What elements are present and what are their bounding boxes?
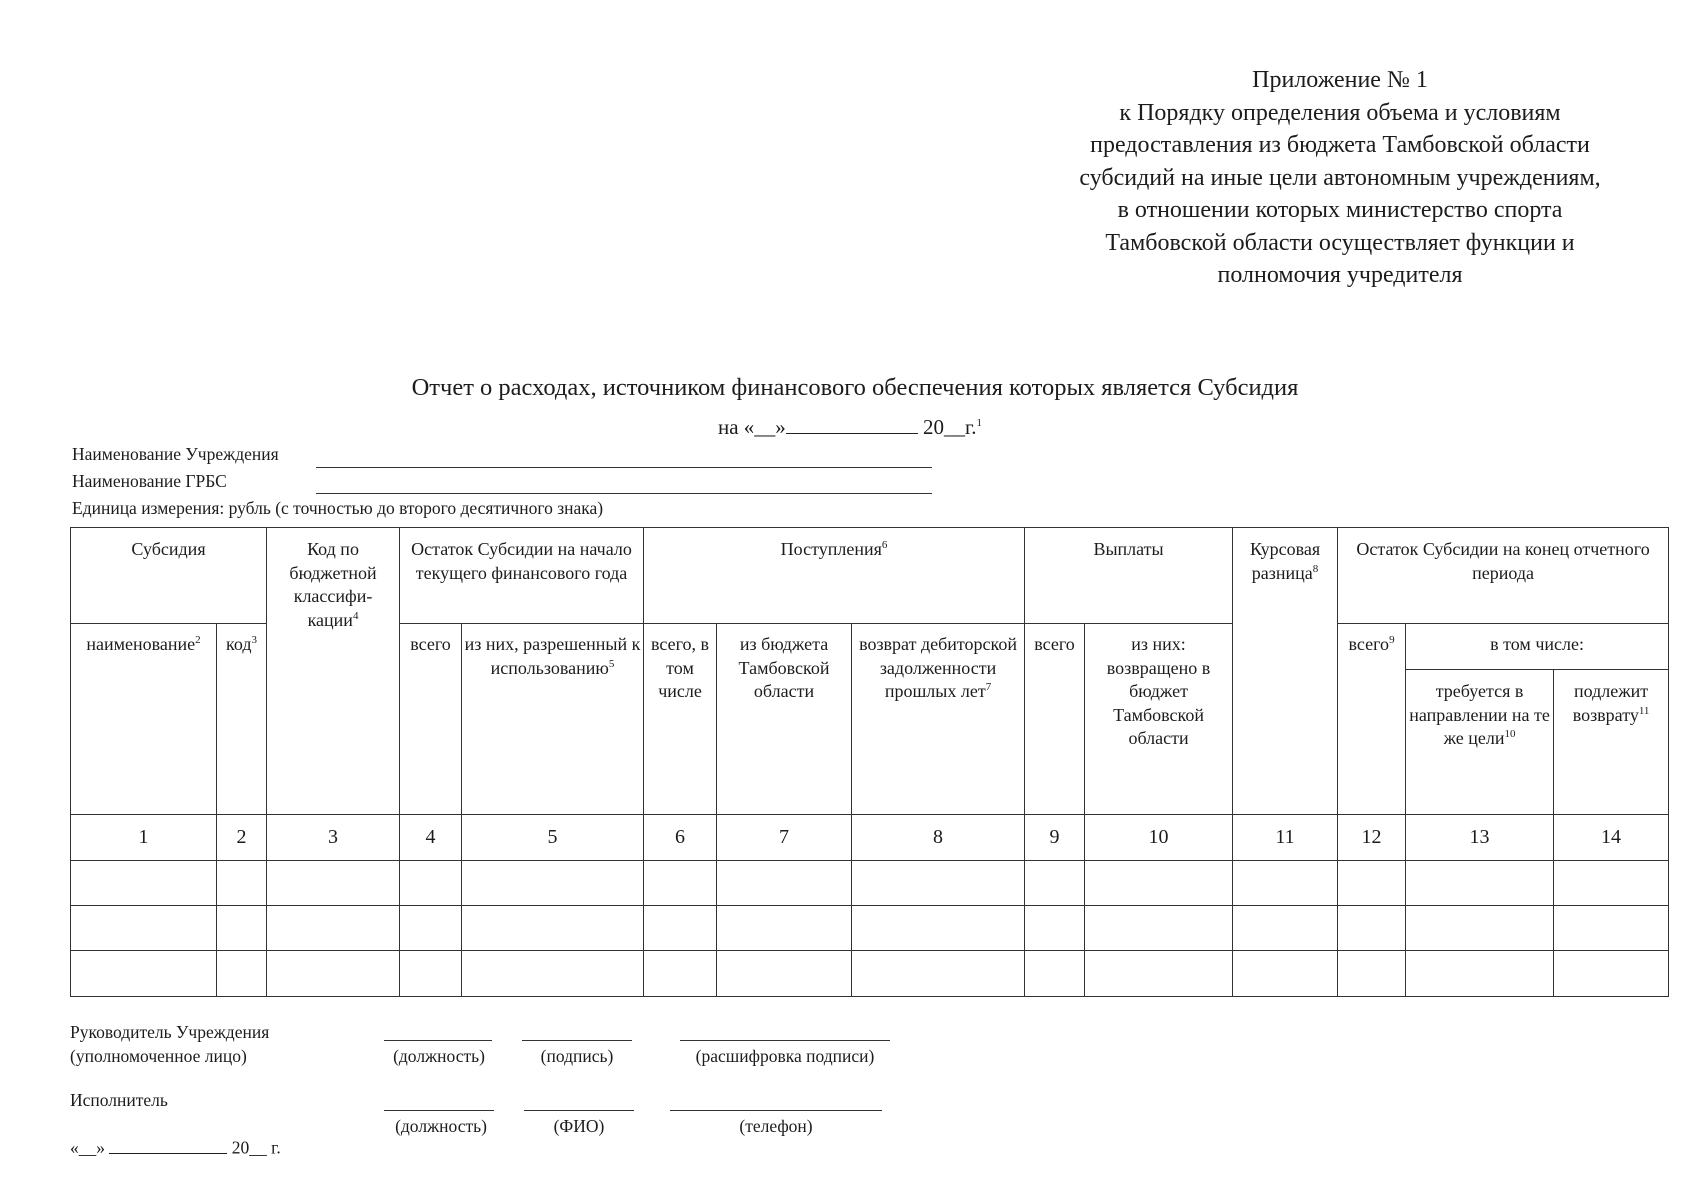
table-cell[interactable]: [717, 906, 852, 951]
table-cell[interactable]: [1406, 951, 1554, 997]
table-cell[interactable]: [1338, 951, 1406, 997]
appendix-line: Приложение № 1: [1252, 67, 1428, 93]
table-cell[interactable]: [717, 861, 852, 906]
column-number: 9: [1025, 815, 1085, 861]
head-signature-field[interactable]: [522, 1040, 632, 1041]
grbs-name-label: Наименование ГРБС: [72, 471, 227, 491]
table-cell[interactable]: [462, 861, 644, 906]
column-number: 7: [717, 815, 852, 861]
head-position-field[interactable]: [384, 1040, 492, 1041]
table-cell[interactable]: [1406, 861, 1554, 906]
column-number: 10: [1085, 815, 1233, 861]
report-title: Отчет о расходах, источником финансового обеспечения которых является Субсидия: [411, 374, 1299, 401]
column-number: 14: [1554, 815, 1669, 861]
header-end-same-purpose: требуется в направлении на те же цели$^{10}$: [1406, 670, 1554, 815]
table-cell[interactable]: [852, 906, 1025, 951]
table-cell[interactable]: [267, 951, 400, 997]
header-subsidy: Субсидия: [71, 528, 267, 624]
footer-date-year: 20__ г.: [231, 1137, 281, 1158]
table-cell[interactable]: [1338, 861, 1406, 906]
institution-name-label: Наименование Учреждения: [72, 444, 279, 464]
header-start-allowed: из них, разрешенный к использованию$^5$: [462, 624, 644, 815]
column-number: 13: [1406, 815, 1554, 861]
appendix-line: полномочия учредителя: [1217, 262, 1463, 288]
header-budget-code: Код по бюджетной классифи-кации$^4$: [267, 528, 400, 815]
table-cell[interactable]: [1085, 951, 1233, 997]
caption-position: (должность): [395, 1116, 487, 1136]
header-receipts-debt: возврат дебиторской задолженности прошлых лет$^7$: [852, 624, 1025, 815]
header-receipts: Поступления$^6$: [644, 528, 1025, 624]
column-number-row: [71, 815, 1669, 861]
head-label: [70, 1020, 269, 1068]
header-start-balance: Остаток Субсидии на начало текущего финансового года: [400, 528, 644, 624]
executor-label: Исполнитель: [70, 1090, 168, 1110]
column-number: 8: [852, 815, 1025, 861]
header-subsidy-name: наименование$^2$: [71, 624, 217, 815]
header-payments: Выплаты: [1025, 528, 1233, 624]
header-payments-total: всего: [1025, 624, 1085, 815]
caption-position: (должность): [393, 1046, 485, 1066]
column-number: 11: [1233, 815, 1338, 861]
table-cell[interactable]: [1554, 906, 1669, 951]
column-number: 6: [644, 815, 717, 861]
executor-phone-field[interactable]: [670, 1110, 882, 1111]
table-cell[interactable]: [1233, 861, 1338, 906]
header-receipts-budget: из бюджета Тамбовской области: [717, 624, 852, 815]
table-cell[interactable]: [1233, 906, 1338, 951]
table-row: [71, 951, 1669, 997]
appendix-line: Тамбовской области осуществляет функции и: [1105, 229, 1575, 256]
table-cell[interactable]: [267, 861, 400, 906]
table-cell[interactable]: [400, 951, 462, 997]
column-number: 3: [267, 815, 400, 861]
header-payments-returned: из них: возвращено в бюджет Тамбовской области: [1085, 624, 1233, 815]
header-end-balance: Остаток Субсидии на конец отчетного периода: [1338, 528, 1669, 624]
column-number: 1: [71, 815, 217, 861]
table-cell[interactable]: [71, 906, 217, 951]
appendix-line: предоставления из бюджета Тамбовской области: [1090, 132, 1590, 158]
table-cell[interactable]: [217, 906, 267, 951]
column-number: 4: [400, 815, 462, 861]
head-signature-decode-field[interactable]: [680, 1040, 890, 1041]
executor-fio-field[interactable]: [524, 1110, 634, 1111]
unit-of-measure-label: Единица измерения: рубль (с точностью до второго десятичного знака): [72, 498, 604, 518]
report-date-year: 20__г.: [923, 415, 977, 439]
header-receipts-total: всего, в том числе: [644, 624, 717, 815]
table-cell[interactable]: [852, 861, 1025, 906]
table-cell[interactable]: [644, 951, 717, 997]
table-cell[interactable]: [1406, 906, 1554, 951]
head-label-line: Руководитель Учреждения: [70, 1022, 270, 1042]
appendix-block: [980, 64, 1697, 292]
footer-date: [70, 1135, 281, 1160]
table-row: [71, 906, 1669, 951]
table-cell[interactable]: [217, 951, 267, 997]
column-number: 12: [1338, 815, 1406, 861]
header-start-total: всего: [400, 624, 462, 815]
table-cell[interactable]: [462, 951, 644, 997]
institution-name-field[interactable]: [316, 467, 932, 468]
header-exchange-diff: Курсовая разница$^8$: [1233, 528, 1338, 815]
head-label-line: (уполномоченное лицо): [70, 1046, 247, 1066]
table-cell[interactable]: [71, 951, 217, 997]
appendix-line: в отношении которых министерство спорта: [1117, 197, 1563, 223]
header-end-including: в том числе:: [1406, 624, 1669, 670]
table-row: [71, 861, 1669, 906]
table-cell[interactable]: [71, 861, 217, 906]
caption-fio: (ФИО): [553, 1116, 605, 1136]
table-cell[interactable]: [1085, 861, 1233, 906]
report-date: [640, 412, 1060, 440]
header-end-refund: подлежит возврату$^{11}$: [1554, 670, 1669, 815]
table-cell[interactable]: [1025, 906, 1085, 951]
table-cell[interactable]: [1554, 951, 1669, 997]
table-cell[interactable]: [400, 906, 462, 951]
appendix-line: субсидий на иные цели автономным учреждениям,: [1079, 164, 1601, 191]
caption-signature: (подпись): [540, 1046, 614, 1066]
table-cell[interactable]: [400, 861, 462, 906]
table-cell[interactable]: [462, 906, 644, 951]
footer-date-month-blank[interactable]: [109, 1135, 227, 1154]
table-cell[interactable]: [1233, 951, 1338, 997]
table-cell[interactable]: [267, 906, 400, 951]
header-subsidy-code: код$^3$: [217, 624, 267, 815]
caption-signature-decode: (расшифровка подписи): [695, 1046, 875, 1066]
grbs-name-field[interactable]: [316, 493, 932, 494]
table-cell[interactable]: [217, 861, 267, 906]
table-cell[interactable]: [1085, 906, 1233, 951]
table-cell[interactable]: [1025, 951, 1085, 997]
table-cell[interactable]: [717, 951, 852, 997]
executor-position-field[interactable]: [384, 1110, 494, 1111]
table-cell[interactable]: [644, 861, 717, 906]
column-number: 5: [462, 815, 644, 861]
appendix-line: к Порядку определения объема и условиям: [1119, 99, 1561, 126]
table-cell[interactable]: [1338, 906, 1406, 951]
footer-date-prefix: «__»: [70, 1137, 105, 1158]
table-cell[interactable]: [852, 951, 1025, 997]
report-date-prefix: на «__»: [717, 415, 786, 439]
column-number: 2: [217, 815, 267, 861]
table-cell[interactable]: [1025, 861, 1085, 906]
footnote-mark: 1: [976, 417, 983, 429]
report-table: [70, 527, 1669, 997]
table-cell[interactable]: [1554, 861, 1669, 906]
table-cell[interactable]: [644, 906, 717, 951]
header-end-total: всего$^9$: [1338, 624, 1406, 815]
report-date-month-blank[interactable]: [786, 412, 918, 434]
caption-phone: (телефон): [739, 1116, 813, 1136]
